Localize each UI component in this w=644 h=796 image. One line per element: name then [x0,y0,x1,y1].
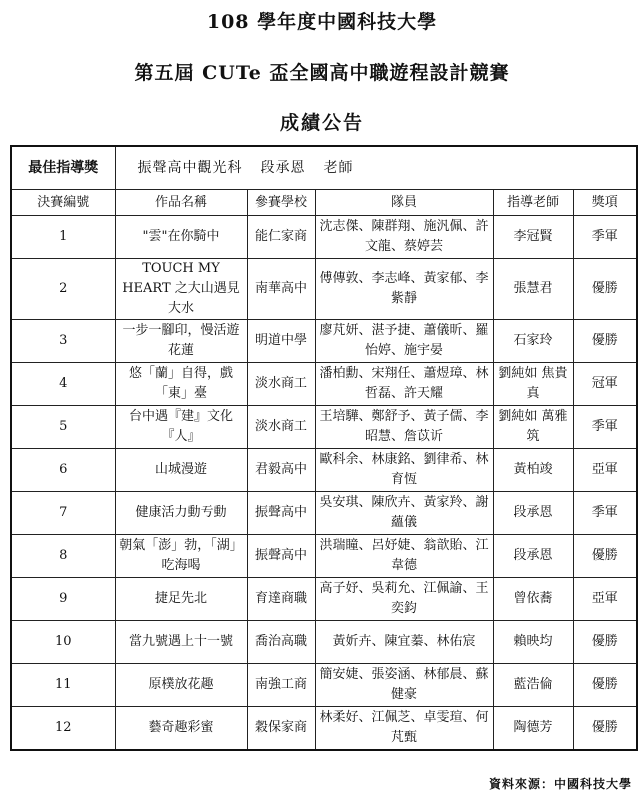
cell-award: 優勝 [573,320,637,363]
cell-teacher-name: 賴映均 [493,621,573,664]
cell-entry-number: 3 [11,320,115,363]
cell-work-title: 山城漫遊 [115,449,247,492]
cell-teacher-name: 段承恩 [493,535,573,578]
cell-work-title: 台中遇『建』文化『人』 [115,406,247,449]
cell-teacher-name: 黃柏竣 [493,449,573,492]
cell-school-name: 能仁家商 [247,216,315,259]
cell-work-title: 健康活力動亐動 [115,492,247,535]
best-advisor-label: 最佳指導獎 [11,146,115,190]
cell-award: 季軍 [573,492,637,535]
cell-members: 簡安婕、張姿涵、林郁晨、蘇健豪 [315,664,493,707]
cell-members: 歐科余、林康銘、劉律希、林育恆 [315,449,493,492]
cell-entry-number: 2 [11,259,115,320]
table-header-row [11,190,637,216]
cell-teacher-name: 藍浩倫 [493,664,573,707]
cell-members: 黃妡卉、陳宜蓁、林佑宸 [315,621,493,664]
best-advisor-title: 老師 [323,160,354,176]
table-row [11,621,637,664]
cell-school-name: 淡水商工 [247,406,315,449]
table-row [11,259,637,320]
cell-work-title: 朝氣「澎」勃，「湖」吃海喝 [115,535,247,578]
table-row [11,578,637,621]
cell-entry-number: 10 [11,621,115,664]
cell-school-name: 振聲高中 [247,492,315,535]
cell-entry-number: 11 [11,664,115,707]
cell-entry-number: 6 [11,449,115,492]
cell-teacher-name: 石家玲 [493,320,573,363]
cell-award: 亞軍 [573,578,637,621]
cell-school-name: 振聲高中 [247,535,315,578]
cell-work-title: TOUCH MY HEART 之大山遇見大水 [115,259,247,320]
cell-teacher-name: 李冠賢 [493,216,573,259]
cell-work-title: 悠「蘭」自得，戲「東」臺 [115,363,247,406]
cell-work-title: "雲"在你騎中 [115,216,247,259]
cell-entry-number: 4 [11,363,115,406]
cell-award: 優勝 [573,707,637,751]
cell-award: 優勝 [573,664,637,707]
cell-entry-number: 1 [11,216,115,259]
cell-teacher-name: 曾依蕎 [493,578,573,621]
cell-award: 優勝 [573,535,637,578]
university-title: 108 學年度中國科技大學 [206,11,438,33]
cell-school-name: 淡水商工 [247,363,315,406]
cell-members: 吳安琪、陳欣卉、黃家羚、謝蘊儀 [315,492,493,535]
table-row [11,216,637,259]
col-header-teacher: 指導老師 [493,190,573,216]
col-header-number: 決賽編號 [11,190,115,216]
cell-work-title: 捷足先北 [115,578,247,621]
table-row [11,449,637,492]
cell-entry-number: 8 [11,535,115,578]
cell-members: 潘柏勳、宋翔任、蕭煜璋、林哲磊、許天耀 [315,363,493,406]
cell-members: 洪瑞瞳、呂妤婕、翁歆貽、江韋德 [315,535,493,578]
cell-teacher-name: 陶德芳 [493,707,573,751]
results-table [10,145,638,751]
cell-entry-number: 5 [11,406,115,449]
table-row [11,406,637,449]
cell-members: 廖芃妍、湛予捷、蕭儀昕、羅怡婷、施宇晏 [315,320,493,363]
cell-teacher-name: 劉純如 焦貴真 [493,363,573,406]
table-row [11,320,637,363]
cell-school-name: 南華高中 [247,259,315,320]
results-rows [11,216,637,751]
cell-school-name: 穀保家商 [247,707,315,751]
source-note: 資料來源：中國科技大學 [488,777,632,791]
cell-school-name: 明道中學 [247,320,315,363]
cell-members: 傅傳敦、李志峰、黃家郁、李紫靜 [315,259,493,320]
cell-school-name: 君毅高中 [247,449,315,492]
cell-award: 優勝 [573,621,637,664]
best-advisor-value [115,146,637,190]
table-row [11,707,637,751]
best-advisor-row [11,146,637,190]
cell-award: 季軍 [573,406,637,449]
cell-members: 高子妤、吳莉允、江佩諭、王奕鈞 [315,578,493,621]
cell-school-name: 南強工商 [247,664,315,707]
table-row [11,492,637,535]
cell-award: 優勝 [573,259,637,320]
cell-award: 亞軍 [573,449,637,492]
cell-work-title: 一步一腳印，慢活遊花蓮 [115,320,247,363]
cell-entry-number: 12 [11,707,115,751]
cell-teacher-name: 段承恩 [493,492,573,535]
cell-teacher-name: 劉純如 萬雅筑 [493,406,573,449]
col-header-award: 獎項 [573,190,637,216]
competition-title: 第五屆 CUTe 盃全國高中職遊程設計競賽 [134,62,510,84]
cell-work-title: 藝奇趣彩蜜 [115,707,247,751]
col-header-school: 參賽學校 [247,190,315,216]
table-row [11,535,637,578]
cell-teacher-name: 張慧君 [493,259,573,320]
cell-work-title: 原樸放花趣 [115,664,247,707]
best-advisor-name: 段承恩 [260,160,306,176]
best-advisor-school: 振聲高中觀光科 [137,160,243,176]
table-row [11,664,637,707]
cell-members: 沈志傑、陳群翔、施汎佩、許文龍、蔡婷芸 [315,216,493,259]
table-row [11,363,637,406]
cell-entry-number: 9 [11,578,115,621]
cell-entry-number: 7 [11,492,115,535]
announcement-title: 成績公告 [279,112,364,134]
cell-award: 季軍 [573,216,637,259]
cell-school-name: 育達商職 [247,578,315,621]
cell-award: 冠軍 [573,363,637,406]
col-header-work: 作品名稱 [115,190,247,216]
cell-members: 林柔好、江佩芝、卓雯瑄、何芃甄 [315,707,493,751]
cell-members: 王培驊、鄭舒予、黃子儒、李昭慧、詹苡䜣 [315,406,493,449]
col-header-members: 隊員 [315,190,493,216]
cell-school-name: 喬治高職 [247,621,315,664]
cell-work-title: 當九號遇上十一號 [115,621,247,664]
